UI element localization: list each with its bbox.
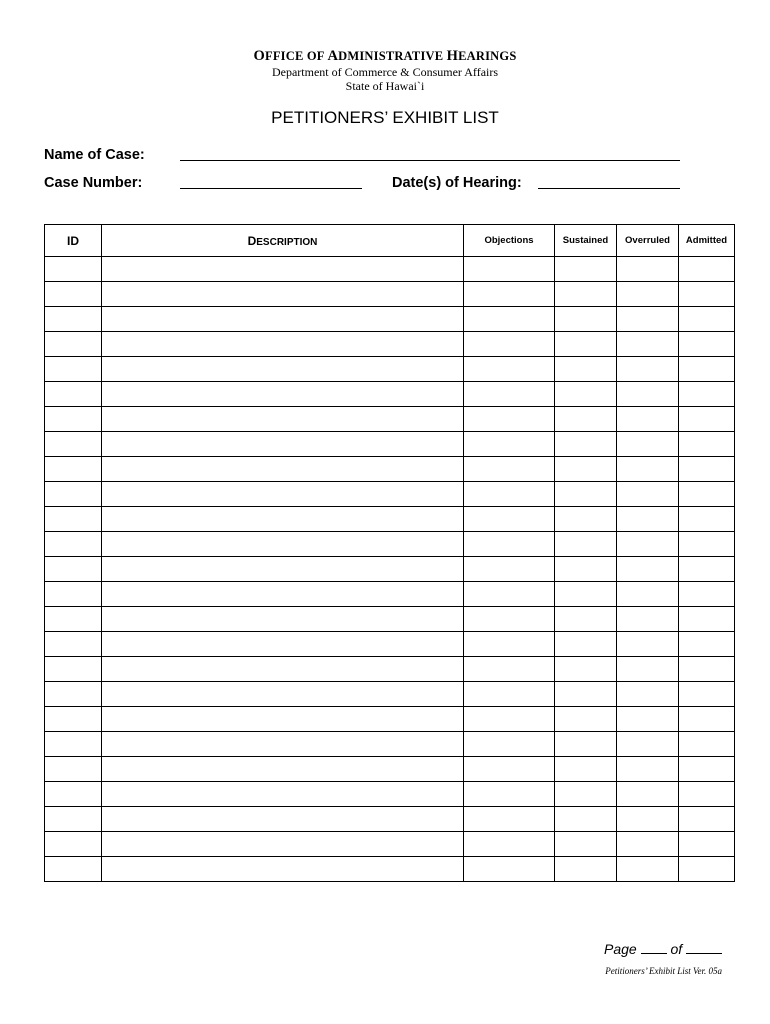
description-cell[interactable]: [102, 332, 464, 357]
table-row: [45, 657, 735, 682]
objections-cell[interactable]: [464, 482, 555, 507]
overruled-cell[interactable]: [617, 657, 679, 682]
id-cell[interactable]: [45, 582, 102, 607]
sustained-cell[interactable]: [555, 432, 617, 457]
id-cell[interactable]: [45, 732, 102, 757]
admitted-cell[interactable]: [679, 482, 735, 507]
overruled-cell[interactable]: [617, 457, 679, 482]
sustained-cell[interactable]: [555, 607, 617, 632]
table-row: [45, 407, 735, 432]
overruled-cell[interactable]: [617, 682, 679, 707]
table-row: [45, 457, 735, 482]
sustained-cell[interactable]: [555, 332, 617, 357]
objections-cell[interactable]: [464, 407, 555, 432]
overruled-cell[interactable]: [617, 607, 679, 632]
admitted-cell[interactable]: [679, 732, 735, 757]
description-cell[interactable]: [102, 757, 464, 782]
table-row: [45, 382, 735, 407]
dates-of-hearing-field[interactable]: [538, 188, 680, 189]
overruled-cell[interactable]: [617, 707, 679, 732]
table-row: [45, 282, 735, 307]
sustained-cell[interactable]: [555, 257, 617, 282]
id-cell[interactable]: [45, 632, 102, 657]
admitted-cell[interactable]: [679, 457, 735, 482]
version-label: Petitioners’ Exhibit List Ver. 05a: [605, 966, 722, 976]
page-number-field[interactable]: [641, 940, 667, 954]
description-cell[interactable]: [102, 507, 464, 532]
admitted-cell[interactable]: [679, 532, 735, 557]
overruled-cell[interactable]: [617, 557, 679, 582]
id-cell[interactable]: [45, 432, 102, 457]
table-row: [45, 607, 735, 632]
case-number-label: Case Number:: [44, 175, 143, 191]
description-cell[interactable]: [102, 832, 464, 857]
sustained-cell[interactable]: [555, 407, 617, 432]
overruled-cell[interactable]: [617, 532, 679, 557]
sustained-cell[interactable]: [555, 682, 617, 707]
admitted-cell[interactable]: [679, 432, 735, 457]
overruled-cell[interactable]: [617, 732, 679, 757]
table-row: [45, 857, 735, 882]
page-indicator: Page of: [604, 940, 722, 958]
id-cell[interactable]: [45, 807, 102, 832]
admitted-cell[interactable]: [679, 307, 735, 332]
sustained-cell[interactable]: [555, 457, 617, 482]
id-cell[interactable]: [45, 407, 102, 432]
description-cell[interactable]: [102, 857, 464, 882]
table-row: [45, 307, 735, 332]
sustained-cell[interactable]: [555, 732, 617, 757]
id-cell[interactable]: [45, 307, 102, 332]
admitted-cell[interactable]: [679, 707, 735, 732]
id-cell[interactable]: [45, 357, 102, 382]
case-number-field[interactable]: [180, 188, 362, 189]
sustained-cell[interactable]: [555, 557, 617, 582]
description-cell[interactable]: [102, 532, 464, 557]
id-cell[interactable]: [45, 482, 102, 507]
overruled-cell[interactable]: [617, 757, 679, 782]
state-name: State of Hawai`i: [345, 79, 425, 93]
description-cell[interactable]: [102, 482, 464, 507]
sustained-cell[interactable]: [555, 707, 617, 732]
office-name: OFFICE OF ADMINISTRATIVE HEARINGS: [253, 48, 517, 64]
overruled-cell[interactable]: [617, 807, 679, 832]
overruled-cell[interactable]: [617, 632, 679, 657]
objections-cell[interactable]: [464, 332, 555, 357]
table-row: [45, 582, 735, 607]
id-cell[interactable]: [45, 382, 102, 407]
table-row: [45, 507, 735, 532]
table-row: [45, 682, 735, 707]
objections-cell[interactable]: [464, 357, 555, 382]
description-cell[interactable]: [102, 707, 464, 732]
admitted-cell[interactable]: [679, 607, 735, 632]
id-cell[interactable]: [45, 332, 102, 357]
id-cell[interactable]: [45, 832, 102, 857]
overruled-column-header: Overruled: [617, 225, 679, 257]
table-header-row: [45, 225, 735, 257]
page-total-field[interactable]: [686, 940, 722, 954]
objections-cell[interactable]: [464, 582, 555, 607]
document-header: [0, 48, 770, 93]
objections-cell[interactable]: [464, 507, 555, 532]
overruled-cell[interactable]: [617, 257, 679, 282]
admitted-cell[interactable]: [679, 582, 735, 607]
objections-cell[interactable]: [464, 432, 555, 457]
overruled-cell[interactable]: [617, 482, 679, 507]
description-cell[interactable]: [102, 282, 464, 307]
admitted-cell[interactable]: [679, 557, 735, 582]
objections-cell[interactable]: [464, 657, 555, 682]
id-cell[interactable]: [45, 857, 102, 882]
department-name: Department of Commerce & Consumer Affairs: [271, 65, 499, 79]
id-cell[interactable]: [45, 657, 102, 682]
admitted-cell[interactable]: [679, 507, 735, 532]
table-row: [45, 632, 735, 657]
objections-column-header: Objections: [464, 225, 555, 257]
admitted-cell[interactable]: [679, 282, 735, 307]
overruled-cell[interactable]: [617, 282, 679, 307]
admitted-cell[interactable]: [679, 857, 735, 882]
sustained-cell[interactable]: [555, 532, 617, 557]
overruled-cell[interactable]: [617, 507, 679, 532]
description-cell[interactable]: [102, 732, 464, 757]
admitted-cell[interactable]: [679, 657, 735, 682]
name-of-case-field[interactable]: [180, 160, 680, 161]
dates-of-hearing-label: Date(s) of Hearing:: [392, 175, 522, 191]
sustained-cell[interactable]: [555, 757, 617, 782]
sustained-cell[interactable]: [555, 582, 617, 607]
table-row: [45, 557, 735, 582]
sustained-cell[interactable]: [555, 857, 617, 882]
table-row: [45, 357, 735, 382]
document-title: PETITIONERS’ EXHIBIT LIST: [271, 108, 499, 127]
table-row: [45, 332, 735, 357]
objections-cell[interactable]: [464, 307, 555, 332]
id-cell[interactable]: [45, 257, 102, 282]
overruled-cell[interactable]: [617, 332, 679, 357]
id-cell[interactable]: [45, 607, 102, 632]
description-cell[interactable]: [102, 457, 464, 482]
admitted-cell[interactable]: [679, 632, 735, 657]
table-row: [45, 482, 735, 507]
description-cell[interactable]: [102, 582, 464, 607]
sustained-cell[interactable]: [555, 507, 617, 532]
admitted-cell[interactable]: [679, 332, 735, 357]
description-cell[interactable]: [102, 407, 464, 432]
overruled-cell[interactable]: [617, 582, 679, 607]
exhibit-table: [44, 224, 735, 882]
admitted-cell[interactable]: [679, 382, 735, 407]
objections-cell[interactable]: [464, 532, 555, 557]
description-cell[interactable]: [102, 432, 464, 457]
id-cell[interactable]: [45, 557, 102, 582]
objections-cell[interactable]: [464, 682, 555, 707]
table-row: [45, 432, 735, 457]
table-row: [45, 782, 735, 807]
objections-cell[interactable]: [464, 382, 555, 407]
sustained-cell[interactable]: [555, 657, 617, 682]
sustained-cell[interactable]: [555, 807, 617, 832]
description-cell[interactable]: [102, 557, 464, 582]
admitted-cell[interactable]: [679, 682, 735, 707]
description-cell[interactable]: [102, 357, 464, 382]
objections-cell[interactable]: [464, 832, 555, 857]
objections-cell[interactable]: [464, 757, 555, 782]
overruled-cell[interactable]: [617, 832, 679, 857]
table-row: [45, 757, 735, 782]
description-cell[interactable]: [102, 782, 464, 807]
objections-cell[interactable]: [464, 782, 555, 807]
admitted-column-header: Admitted: [679, 225, 735, 257]
description-cell[interactable]: [102, 382, 464, 407]
objections-cell[interactable]: [464, 732, 555, 757]
description-cell[interactable]: [102, 607, 464, 632]
overruled-cell[interactable]: [617, 382, 679, 407]
admitted-cell[interactable]: [679, 407, 735, 432]
table-row: [45, 807, 735, 832]
description-cell[interactable]: [102, 682, 464, 707]
admitted-cell[interactable]: [679, 757, 735, 782]
admitted-cell[interactable]: [679, 832, 735, 857]
overruled-cell[interactable]: [617, 407, 679, 432]
admitted-cell[interactable]: [679, 357, 735, 382]
sustained-cell[interactable]: [555, 832, 617, 857]
objections-cell[interactable]: [464, 557, 555, 582]
objections-cell[interactable]: [464, 607, 555, 632]
objections-cell[interactable]: [464, 632, 555, 657]
objections-cell[interactable]: [464, 257, 555, 282]
overruled-cell[interactable]: [617, 307, 679, 332]
id-cell[interactable]: [45, 707, 102, 732]
admitted-cell[interactable]: [679, 257, 735, 282]
id-cell[interactable]: [45, 532, 102, 557]
sustained-cell[interactable]: [555, 482, 617, 507]
overruled-cell[interactable]: [617, 357, 679, 382]
description-cell[interactable]: [102, 657, 464, 682]
table-row: [45, 832, 735, 857]
overruled-cell[interactable]: [617, 782, 679, 807]
id-cell[interactable]: [45, 782, 102, 807]
table-row: [45, 257, 735, 282]
objections-cell[interactable]: [464, 807, 555, 832]
sustained-cell[interactable]: [555, 632, 617, 657]
admitted-cell[interactable]: [679, 807, 735, 832]
description-cell[interactable]: [102, 807, 464, 832]
objections-cell[interactable]: [464, 282, 555, 307]
id-cell[interactable]: [45, 757, 102, 782]
overruled-cell[interactable]: [617, 432, 679, 457]
id-cell[interactable]: [45, 282, 102, 307]
table-row: [45, 707, 735, 732]
sustained-cell[interactable]: [555, 307, 617, 332]
objections-cell[interactable]: [464, 707, 555, 732]
name-of-case-label: Name of Case:: [44, 147, 145, 163]
description-column-header: DESCRIPTION: [102, 225, 464, 257]
overruled-cell[interactable]: [617, 857, 679, 882]
sustained-column-header: Sustained: [555, 225, 617, 257]
sustained-cell[interactable]: [555, 282, 617, 307]
objections-cell[interactable]: [464, 857, 555, 882]
exhibit-rows: [45, 257, 735, 882]
objections-cell[interactable]: [464, 457, 555, 482]
description-cell[interactable]: [102, 307, 464, 332]
table-row: [45, 532, 735, 557]
description-cell[interactable]: [102, 257, 464, 282]
admitted-cell[interactable]: [679, 782, 735, 807]
id-cell[interactable]: [45, 507, 102, 532]
sustained-cell[interactable]: [555, 357, 617, 382]
sustained-cell[interactable]: [555, 782, 617, 807]
description-cell[interactable]: [102, 632, 464, 657]
id-cell[interactable]: [45, 682, 102, 707]
id-cell[interactable]: [45, 457, 102, 482]
table-row: [45, 732, 735, 757]
sustained-cell[interactable]: [555, 382, 617, 407]
id-column-header: ID: [45, 225, 102, 257]
